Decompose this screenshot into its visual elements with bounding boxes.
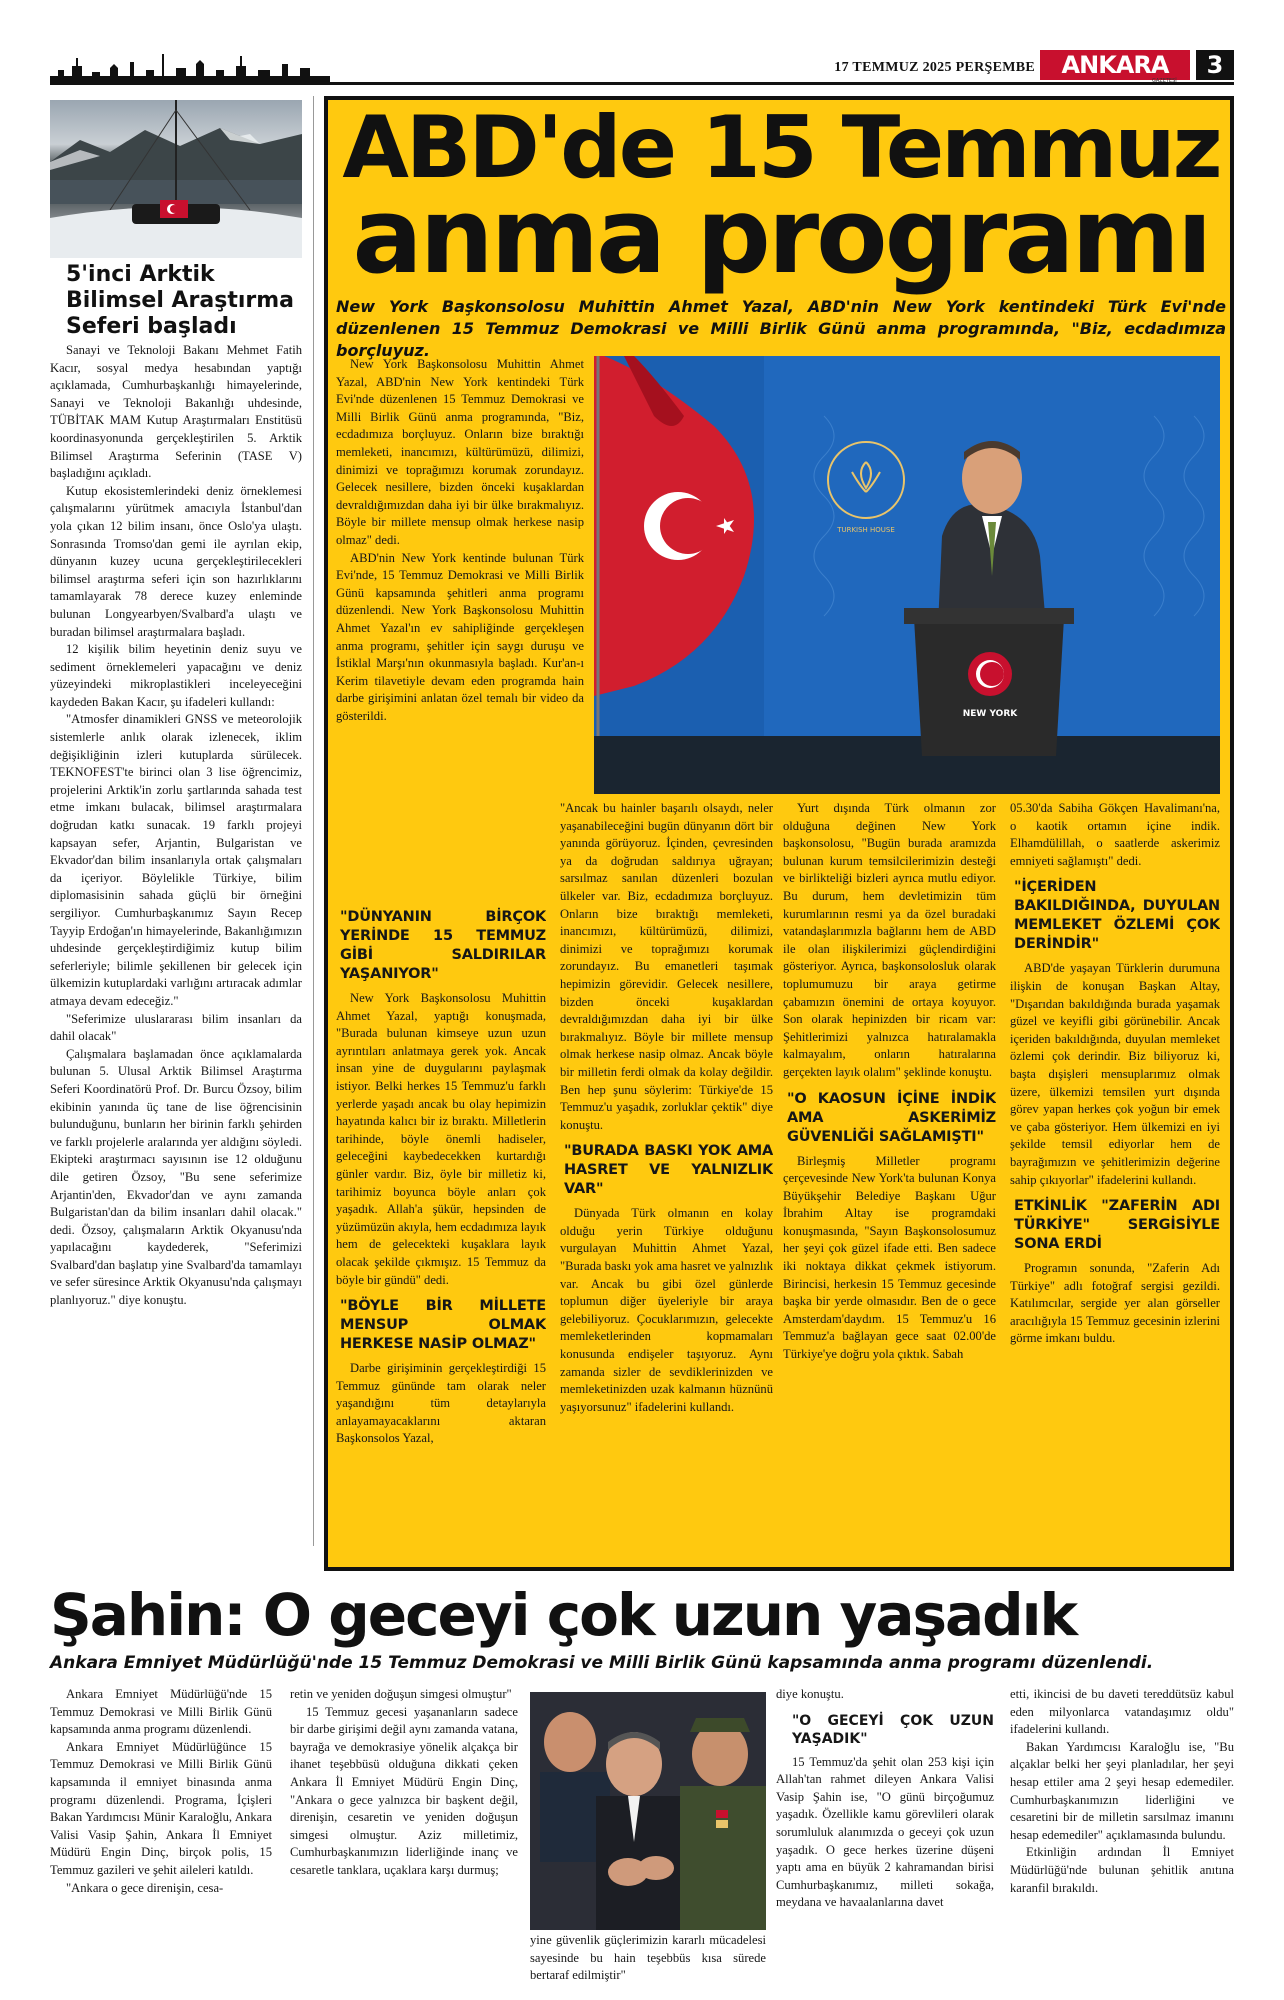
abd-subhead: ETKİNLİK "ZAFERİN ADI TÜRKİYE" SERGİSİYLE SONA ERDİ (1014, 1198, 1220, 1253)
sahin-column-1 (50, 1686, 272, 1986)
arctic-paragraph: Kutup ekosistemlerindeki deniz örneklemesi çalışmalarını yürütmek amacıyla İstanbul'dan yola çıkan 12 bilim insanı, önce Oslo'ya ulaştı. Sonrasında Tromso'dan gemi ile ayrılan ekip, dünyanın kuzey ucuna gerçekleştirilecekleri bilimsel araştırma seferi için son hazırlıklarını tamamlayarak 78 derece kuzey enleminde bulunan Longyearbyen/Svalbard'a ulaştı ve buradan bilimsel araştırmalara başladı. (50, 483, 302, 639)
abd-subheadline: New York Başkonsolosu Muhittin Ahmet Yazal, ABD'nin New York kentindeki Türk Evi'nde düzenlenen 15 Temmuz Demokrasi ve Milli Birlik Günü anma programında, "Biz, ecdadımıza borçluyuz. (336, 297, 1226, 360)
arctic-expedition-photo (50, 100, 302, 258)
sahin-headline: Şahin: O geceyi çok uzun yaşadık (50, 1581, 1077, 1649)
abd-paragraph: Programın sonunda, "Zaferin Adı Türkiye" adlı fotoğraf sergisi gezildi. Katılımcılar, sergide yer alan görseller aracılığıyla 15 Temmuz gecesinin izlerini görme imkanı buldu. (1010, 1261, 1220, 1346)
arctic-paragraph: Sanayi ve Teknoloji Bakanı Mehmet Fatih Kacır, sosyal medya hesabından yaptığı açıklamada, Cumhurbaşkanlığı himayelerinde, Sanayi ve Teknoloji Bakanlığı uhdesinde, TÜBİTAK MAM Kutup Araştırmaları Enstitüsü koordinasyonunda gerçekleştirilen 5. Arktik Bilimsel Araştırma Seferinin (TASE V) başladığını açıkladı. (50, 343, 302, 481)
abd-headline-line1: ABD'de 15 Temmuz (342, 98, 1220, 198)
abd-paragraph: New York Başkonsolosu Muhittin Ahmet Yazal, yaptığı konuşmada, "Burada bulunan kimseye uzun uzun ayrıntıları anlatmaya gerek yok. Ancak insan yine de duygularını paylaşmak istiyor. Belki herkes 15 Temmuz'u farklı yerlerde yaşadı ancak bu olay hepimizin hayatında kalıcı bir iz bıraktı. Milletlerin tarihinde, böyle önemli hadiseler, geleceğini kaybedecekken kurtardığı günler vardır. Biz, öyle bir milletiz ki, tarihimiz boyunca böyle anları çok yaşadık. Allah'a şükür, hepsinden de yüzümüzün akıyla, hem ecdadımıza layık hem de gelecekteki kuşaklara layık olacak şekilde çıkmışız. 15 Temmuz da böyle bir gündü" dedi. (336, 991, 546, 1287)
sahin-paragraph: retin ve yeniden doğuşun simgesi olmuştur" (290, 1687, 512, 1701)
abd-subhead: "O KAOSUN İÇİNE İNDİK AMA ASKERİMİZ GÜVENLİĞİ SAĞLAMIŞTI" (787, 1090, 996, 1145)
newspaper-logo-sub: GAZETESİ (1152, 78, 1177, 84)
podium-label: NEW YORK (962, 709, 1018, 719)
sahin-photo-caption-text (530, 1932, 766, 1992)
page-number: 3 (1196, 50, 1234, 80)
column-divider (313, 96, 314, 1546)
sahin-paragraph: Ankara Emniyet Müdürlüğünce 15 Temmuz Demokrasi ve Milli Birlik Günü kapsamında il emniyet binasında anma programı düzenlendi. Programa, İçişleri Bakan Yardımcısı Münir Karaloğlu, Ankara Valisi Vasip Şahin, Ankara İl Emniyet Müdürü Engin Dinç, birçok polis, 15 Temmuz gazileri ve şehit aileleri katıldı. (50, 1739, 272, 1877)
abd-column-3 (783, 800, 996, 1560)
arctic-article-body (50, 342, 302, 1542)
sahin-column-4 (1010, 1686, 1234, 1986)
abd-headline (336, 98, 1226, 297)
sahin-paragraph: 15 Temmuz gecesi yaşananların sadece bir darbe girişimi değil aynı zamanda vatana, bayrağa ve demokrasiye yönelik alçakça bir ihanet teşebbüsü olduğuna dikkati çeken Ankara İl Emniyet Müdürü Engin Dinç, "Ankara o gece yalnızca bir başkent değil, direnişin, cesaretin ve yeniden doğuşun simgesi olmuştur. Aziz milletimiz, Cumhurbaşkanımızın liderliğinde inanç ve cesaretle tanklara, uçaklara karşı durmuş; (290, 1704, 518, 1877)
abd-column-4 (1010, 800, 1220, 1560)
sahin-paragraph: diye konuştu. (776, 1687, 844, 1701)
abd-paragraph: ABD'de yaşayan Türklerin durumuna ilişkin de konuşan Başkan Altay, "Dışarıdan bakıldığında burada yaşamak güzel ve keyifli gibi görünebilir. Ancak içeriden bakıldığında, duyulan memleket özlemi çok derindir. Biz biliyoruz ki, başta dışişleri mensuplarımız olmak üzere, ülkemizi temsilen yurt dışında görev yapan herkes çok yoğun bir emek ve çaba gösteriyor. Hem ülkemizi en iyi şekilde temsil ediyorlar hem de bayrağımızın ve şehitlerimizin değerine sahip çıkıyorlar" ifadelerini kullandı. (1010, 961, 1220, 1187)
abd-paragraph: Yurt dışında Türk olmanın zor olduğuna değinen New York başkonsolosu, "Bugün burada aramızda bulunan kurum temsilcilerimizin desteği ve birlikteliği bizleri ayrıca mutlu ediyor. Bu durum, hem devletimizin tüm kurumlarının resmi ya da özel buradaki vatandaşlarımızla bağlarını hem de ABD ile olan ilişkilerimizi güçlendirdiğini gösteriyor. Ayrıca, başkonsolosluk olarak toplumumuzu bir araya getirme çabamızın önemini de ortaya koyuyor. Son olarak hepinizden bir ricam var: Şehitlerimizi yalnızca hatıralamakla kalmayalım, onların hatıralarına gerçekten layık olalım" şeklinde konuştu. (783, 801, 996, 1079)
arctic-paragraph: Çalışmalara başlamadan önce açıklamalarda bulunan 5. Ulusal Arktik Bilimsel Araştırma Seferi Koordinatörü Prof. Dr. Burcu Özsoy, bilim ekibinin yanında üç tane de lise öğrencisinin bulunduğunu, bunların her birinin farklı şehirden ve farklı projelerle aralarında yer aldığını söyledi. Ekipteki araştırmacı sayısının ise 12 olduğunu dile getiren Özsoy, "Bu sene seferimize Arjantin'den, Ekvador'dan ve aynı zamanda Bulgaristan'dan da bilim insanları dahil olacak." dedi. Özsoy, çalışmaların Arktik Okyanusu'nda yapılacağını kaydederek, "Seferimizi Svalbard'dan başlatıp yine Svalbard'da tamamlayı ve sefer süresince Arktik Okyanusu'nda çalışmayı planlıyoruz." diye konuştu. (50, 1046, 302, 1308)
arctic-headline: 5'inci Arktik Bilimsel Araştırma Seferi başladı (66, 262, 295, 339)
sahin-paragraph: etti, ikincisi de bu daveti tereddütsüz kabul eden milyonlarca vatandaşımız oldu" ifadelerini kullandı. (1010, 1687, 1234, 1737)
sahin-subhead: "O GECEYİ ÇOK UZUN YAŞADIK" (792, 1712, 994, 1747)
abd-paragraph: ABD'nin New York kentinde bulunan Türk Evi'nde, 15 Temmuz Demokrasi ve Milli Birlik Günü kapsamında şehitleri anma programı düzenlendi. New York Başkonsolosu Muhittin Ahmet Yazal'ın ev sahipliğinde gerçekleşen anma programı, şehitler için saygı duruşu ve İstiklal Marşı'nın okunmasıyla başladı. Kur'an-ı Kerim tilavetiyle devam eden programda hain darbe girişimini anlatan özel temalı bir video da gösterildi. (336, 550, 584, 723)
abd-headline-line2: anma programı (352, 175, 1210, 297)
skyline-graphic (50, 50, 330, 84)
abd-paragraph: Birleşmiş Milletler programı çerçevesinde New York'ta bulunan Konya Büyükşehir Belediye Başkanı Uğur İbrahim Altay ise programdaki konuşmasında, "Sayın Başkonsolosumuz her şeyi çok güzel ifade etti. Ben sadece iki noktaya dikkat çekmek istiyorum. Birincisi, herkesin 15 Temmuz gecesinde başka bir yerde olmasıdır. Ben de o gece Amsterdam'daydım. 15 Temmuz'u 16 Temmuz'a bağlayan gece saat 02.00'de Türkiye'ye doğru yola çıktık. Sabah (783, 1153, 996, 1362)
abd-paragraph: 05.30'da Sabiha Gökçen Havalimanı'na, o kaotik ortamın içine indik. Elhamdülillah, o saatlerde askerimiz emniyeti sağlamıştı" dedi. (1010, 801, 1220, 868)
newspaper-logo: ANKARA (1040, 50, 1190, 80)
abd-paragraph: Darbe girişiminin gerçekleştirdiği 15 Temmuz gününde tam olarak neler yaşandığını tüm detaylarıyla anlayamayacaklarını aktaran Başkonsolos Yazal, (336, 1361, 546, 1446)
sahin-column-2 (290, 1686, 518, 1986)
sahin-paragraph: Etkinliğin ardından İl Emniyet Müdürlüğü'nde bulunan şehitlik anıtına karanfil bırakıldı. (1010, 1845, 1234, 1895)
consul-speech-photo (594, 356, 1220, 794)
sahin-paragraph: 15 Temmuz'da şehit olan 253 kişi için Allah'tan rahmet dileyen Ankara Valisi Vasip Şahin ise, "O günü birçoğumuz yaşadık. Özellikle kamu görevlileri olarak sorumluluk alanımızda o geceyi çok uzun yaşadık. O gece herkes üzerine düşeni yaptı ama en büyük 2 kahramandan birisi Cumhurbaşkanımız, milleti sokağa, meydana ve havaalanlarına davet (776, 1754, 994, 1910)
issue-date: 17 TEMMUZ 2025 PERŞEMBE (834, 60, 1035, 75)
ceremony-photo (530, 1692, 766, 1930)
abd-column-1-top (336, 356, 584, 796)
arctic-paragraph: "Atmosfer dinamikleri GNSS ve meteorolojik sistemlerle anlık olarak izlenecek, iklim değişikliğinin izleri kutuplarda sürülecek. TEKNOFEST'te birinci olan 3 lise öğrencimiz, projelerini Arktik'in zorlu şartlarında sahada test etme imkanı bulacak, bilimsel araştırmalara doğrudan katkı sunacak. 19 farklı projeyi kapsayan sefer, Arjantin, Bulgaristan ve Ekvador'dan bilim insanlarıyla ortak çalışmaları da içeriyor. Böylelikle Türkiye, bilim diplomasisinin sahada güçlü bir örneğini sergiliyor. Cumhurbaşkanımız Sayın Recep Tayyip Erdoğan'ın himayelerinde, Bakanlığımızın uhdesinde gerçekleştirdiğimiz kutup bilim seferleriyle; bilimle şekillenen bir gelecek için ülkemizin kutuplardaki varlığını artıracak adımlar atmaya devam edeceğiz." (50, 712, 302, 1008)
abd-subhead: "BÖYLE BİR MİLLETE MENSUP OLMAK HERKESE NASİP OLMAZ" (340, 1298, 546, 1353)
arctic-paragraph: "Seferimize uluslararası bilim insanları da dahil olacak" (50, 1011, 302, 1044)
abd-subhead: "İÇERİDEN BAKILDIĞINDA, DUYULAN MEMLEKET ÖZLEMİ ÇOK DERİNDİR" (1014, 879, 1220, 953)
abd-paragraph: Dünyada Türk olmanın en kolay olduğu yerin Türkiye olduğunu vurgulayan Muhittin Ahmet Yazal, "Burada baskı yok ama hasret ve yalnızlık var. Ancak bu gibi özel günlerde toplumun diğer üyeleriyle bir araya gelebiliyoruz. Çocuklarımızın, gelecekte memleketlerinden kopmamaları konusunda endişeler taşıyoruz. Aynı zamanda sizler de sevdiklerinizden ve memleketinizden uzak kalmanın hüznünü yaşıyorsunuz" ifadelerini kullandı. (560, 1206, 773, 1414)
header-rule (50, 82, 1234, 85)
arctic-paragraph: 12 kişilik bilim heyetinin deniz suyu ve sediment örneklemeleri yapacağını ve deniz yüzeyindeki mikroplastikleri inceleyeceğini kaydeden Bakan Kacır, şu ifadeleri kullandı: (50, 642, 302, 709)
sahin-column-3 (776, 1686, 994, 1986)
abd-paragraph: "Ancak bu hainler başarılı olsaydı, neler yaşanabileceğini bugün dünyanın dört bir yanında görüyoruz. İçinden, çevresinden ya da doğrudan saldırıya uğrayan; sarsılmaz sanılan düzenleri bozulan ülkeler var. Biz, ecdadımıza borçluyuz. Onların bize bıraktığı memleketi, inancımızı, kültürümüzü, dilimizi, dinimizi ve toprağımızı korumak zorundayız. Bu emanetleri taşımak hepimizin görevidir. Gelecek nesillere, bizden önceki kuşaklardan devraldığımızdan daha iyi bir ülke bırakmalıyız. Böyle bir millete mensup olmak herkese nasip olmaz. Ancak böyle bir milletin ferdi olmak da kolay değildir. Ben hep şunu söylerim: Türkiye'de 15 Temmuz'u yaşadık, zorluklar çektik" diye konuştu. (560, 801, 773, 1132)
sahin-subheadline: Ankara Emniyet Müdürlüğü'nde 15 Temmuz Demokrasi ve Milli Birlik Günü kapsamında anma programı düzenlendi. (50, 1653, 1154, 1673)
sahin-paragraph: "Ankara o gece direnişin, cesa- (66, 1880, 224, 1895)
backdrop-label: TURKISH HOUSE (837, 526, 895, 534)
sahin-paragraph: yine güvenlik güçlerimizin kararlı mücadelesi sayesinde bu hain teşebbüs kısa sürede bertaraf edilmiştir" (530, 1933, 766, 1983)
abd-column-2 (560, 800, 773, 1560)
abd-subhead: "DÜNYANIN BİRÇOK YERİNDE 15 TEMMUZ GİBİ SALDIRILAR YAŞANIYOR" (340, 909, 546, 982)
sahin-paragraph: Bakan Yardımcısı Karaloğlu ise, "Bu alçaklar belki her şeyi planladılar, her şeyi hesap ettiler ama 2 şeyi hesap edemediler. Cumhurbaşkanımızın liderliğini ve cesaretini bir de milletin sarsılmaz imanını hesap edemediler" açıklamasında bulundu. (1010, 1739, 1234, 1842)
sahin-paragraph: Ankara Emniyet Müdürlüğü'nde 15 Temmuz Demokrasi ve Milli Birlik Günü kapsamında anma programı düzenlendi. (50, 1687, 272, 1737)
abd-paragraph: New York Başkonsolosu Muhittin Ahmet Yazal, ABD'nin New York kentindeki Türk Evi'nde düzenlenen 15 Temmuz Demokrasi ve Milli Birlik Günü anma programında, "Biz, ecdadımıza borçluyuz. Onların bize bıraktığı memleketi, inancımızı, kültürümüzü, dilimizi, dinimizi ve toprağımızı korumak zorundayız. Gelecek nesillere, bizden önceki kuşaklardan devraldığımızdan daha iyi bir ülke bırakmalıyız. Böyle bir millete mensup olmak herkese nasip olmaz" dedi. (336, 357, 584, 547)
abd-column-1-bottom (336, 900, 546, 1560)
abd-subhead: "BURADA BASKI YOK AMA HASRET VE YALNIZLIK VAR" (564, 1143, 773, 1198)
